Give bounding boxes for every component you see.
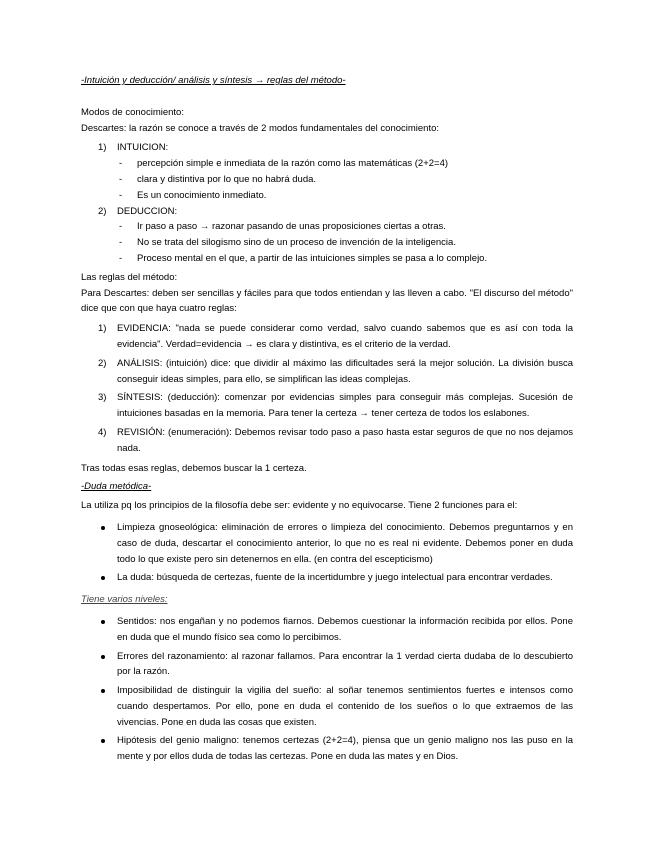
bullet-icon xyxy=(101,620,105,624)
dash-marker: - xyxy=(119,189,123,201)
regla-analisis xyxy=(81,356,573,388)
list-item xyxy=(81,520,573,567)
list-item-text: clara y distintiva por lo que no habrá duda. xyxy=(137,173,317,185)
regla-evidencia xyxy=(81,321,573,353)
list-item-text: Ir paso a paso → razonar pasando de unas proposiciones ciertas a otras. xyxy=(137,221,446,233)
dash-marker: - xyxy=(119,252,123,264)
intuicion-items xyxy=(117,156,573,203)
duda-funciones-list xyxy=(81,520,573,586)
bullet-icon xyxy=(101,739,105,743)
duda-heading: -Duda metódica- xyxy=(81,481,152,493)
regla-number: 1) xyxy=(98,323,107,335)
dash-marker: - xyxy=(119,221,123,233)
bullet-icon xyxy=(101,689,105,693)
list-item xyxy=(117,188,573,204)
bullet-icon xyxy=(101,655,105,659)
list-item-text: Errores del razonamiento: al razonar fallamos. Para encontrar la 1 verdad cierta dudaba de lo descubierto por la razón. xyxy=(117,650,573,678)
dash-marker: - xyxy=(119,237,123,249)
list-item xyxy=(117,235,573,251)
document-title: -Intuición y deducción/ análisis y síntesis → reglas del método- xyxy=(81,75,346,86)
regla-sintesis xyxy=(81,390,573,422)
document-body xyxy=(81,73,573,771)
list-item-text: Es un conocimiento inmediato. xyxy=(137,189,267,201)
list-item-text: No se trata del silogismo sino de un proceso de invención de la inteligencia. xyxy=(137,237,456,249)
modo-number: 2) xyxy=(98,205,107,217)
reglas-heading: Las reglas del método: xyxy=(81,271,178,283)
list-item-text: percepción simple e inmediata de la razón como las matemáticas (2+2=4) xyxy=(137,158,449,170)
dash-marker: - xyxy=(119,173,123,185)
deduccion-items xyxy=(117,219,573,266)
regla-text: ANÁLISIS: (intuición) dice: que dividir al máximo las dificultades será la mejor solución. La división busca conseguir ideas simples, para ello, se simplifican las ideas complejas. xyxy=(117,357,573,385)
modo-label: INTUICION: xyxy=(117,142,169,154)
niveles-list xyxy=(81,614,573,765)
dash-marker: - xyxy=(119,158,123,170)
modo-label: DEDUCCION: xyxy=(117,205,178,217)
niveles-heading: Tiene varios niveles: xyxy=(81,594,168,606)
bullet-icon xyxy=(101,526,105,530)
modos-heading: Modos de conocimiento: xyxy=(81,106,184,118)
regla-number: 2) xyxy=(98,357,107,369)
regla-revision xyxy=(81,425,573,457)
list-item xyxy=(81,649,573,681)
modo-number: 1) xyxy=(98,142,107,154)
modo-intuicion xyxy=(81,140,573,203)
list-item xyxy=(117,251,573,267)
list-item-text: Proceso mental en el que, a partir de las intuiciones simples se pasa a lo complejo. xyxy=(137,252,488,264)
list-item-text: Imposibilidad de distinguir la vigilia del sueño: al soñar tenemos sentimientos fuertes e intensos como cuando despertamos. Por ello, pone en duda el contenido de los sueños o lo que extraemos de las vivencias. Pone en duda las cosas que existen. xyxy=(117,685,573,728)
duda-intro: La utiliza pq los principios de la filosofía debe ser: evidente y no equivocarse. Tiene 2 funciones para el: xyxy=(81,500,518,512)
regla-text: SÍNTESIS: (deducción): comenzar por evidencias simples para conseguir más complejas. Sucesión de intuiciones basadas en la memoria. Para tener la certeza → tener certeza de todos los eslabones. xyxy=(117,392,573,420)
regla-text: REVISIÓN: (enumeración): Debemos revisar todo paso a paso hasta estar seguros de que no nos dejamos nada. xyxy=(117,426,573,454)
list-item xyxy=(117,156,573,172)
list-item-text: Limpieza gnoseológica: eliminación de errores o limpieza del conocimiento. Debemos preguntarnos y en caso de duda, descartar el conocimiento anterior, lo que no es real ni evidente. Debemos poner en duda todo lo que existe pero sin detenernos en ella. (en contra del escepticismo) xyxy=(117,521,573,565)
tras-reglas: Tras todas esas reglas, debemos buscar la 1 certeza. xyxy=(81,462,307,474)
regla-text: EVIDENCIA: "nada se puede considerar como verdad, salvo cuando sabemos que es así con toda la evidencia". Verdad=evidencia → es clara y distintiva, es el criterio de la verdad. xyxy=(117,323,573,350)
list-item-text: La duda: búsqueda de certezas, fuente de la incertidumbre y juego intelectual para encontrar verdades. xyxy=(117,572,553,584)
list-item xyxy=(81,683,573,730)
list-item-text: Sentidos: nos engañan y no podemos fiarnos. Debemos cuestionar la información recibida por ellos. Pone en duda que el mundo físico sea como lo percibimos. xyxy=(117,615,573,643)
bullet-icon xyxy=(101,576,105,580)
reglas-intro: Para Descartes: deben ser sencillas y fáciles para que todos entiendan y las lleven a cabo. "El discurso del método" dice que con que haya cuatro reglas: xyxy=(81,287,573,315)
reglas-list xyxy=(81,321,573,456)
list-item xyxy=(117,172,573,188)
regla-number: 4) xyxy=(98,426,107,438)
list-item-text: Hipótesis del genio maligno: tenemos certezas (2+2=4), piensa que un genio maligno nos las puso en la mente y por ellos duda de todas las certezas. Pone en duda las mates y en Dios. xyxy=(117,735,573,763)
modos-list xyxy=(81,140,573,266)
list-item xyxy=(81,614,573,646)
descartes-intro: Descartes: la razón se conoce a través de 2 modos fundamentales del conocimiento: xyxy=(81,122,440,134)
modo-deduccion xyxy=(81,204,573,267)
regla-number: 3) xyxy=(98,392,107,404)
list-item xyxy=(81,570,573,586)
list-item xyxy=(81,733,573,765)
list-item xyxy=(117,219,573,235)
